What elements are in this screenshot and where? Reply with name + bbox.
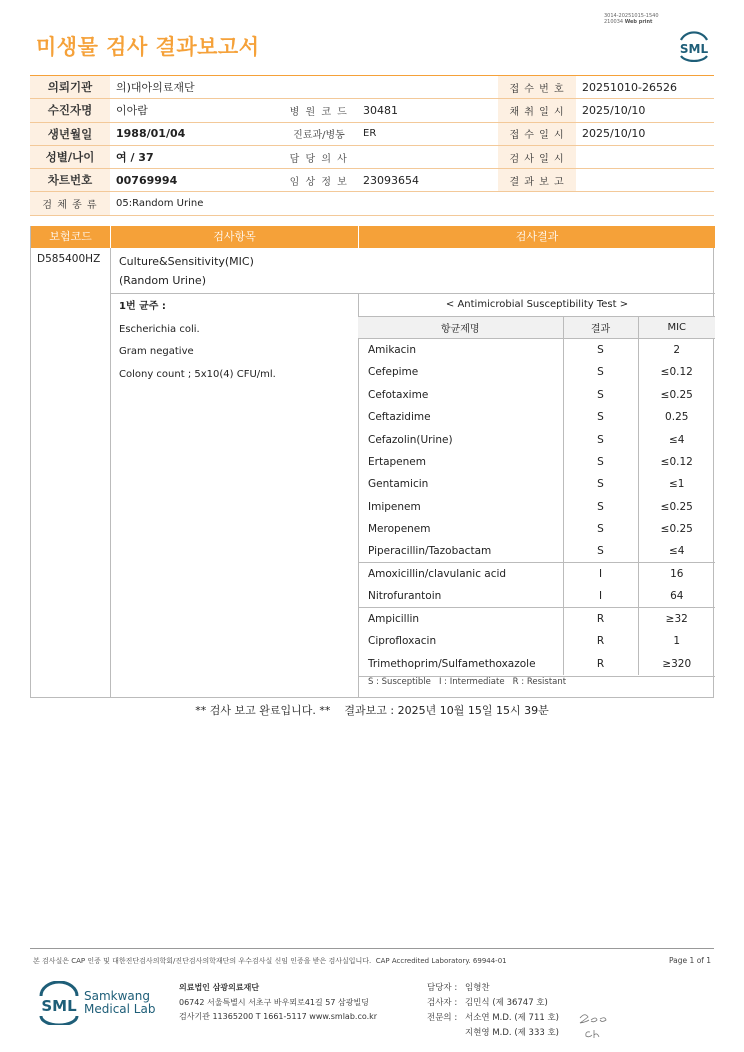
value-hospital-code: 30481 [357, 99, 498, 122]
ast-cell-result: S [563, 406, 638, 428]
value-specimen: 05:Random Urine [110, 192, 714, 215]
value-collection-date: 2025/10/10 [576, 99, 714, 122]
results-section [30, 226, 714, 698]
ast-cell-drug: Ciprofloxacin [368, 635, 437, 648]
label-test-date: 검 사 일 시 [498, 145, 576, 168]
page-number: Page 1 of 1 [669, 956, 712, 965]
ast-cell-result: S [563, 428, 638, 450]
value-institution: 의)대아의료재단 [110, 76, 498, 99]
label-department: 진료과/병동 [281, 122, 357, 145]
organism-line: Gram negative [119, 346, 194, 357]
ast-row [358, 563, 715, 585]
ast-cell-drug: Nitrofurantoin [368, 590, 442, 603]
ast-cell-result: R [563, 630, 638, 652]
value-receipt-number: 20251010-26526 [576, 76, 714, 99]
ast-cell-drug: Trimethoprim/Sulfamethoxazole [368, 657, 536, 670]
ast-cell-result: S [563, 473, 638, 495]
ast-cell-drug: Ertapenem [368, 456, 426, 469]
brand-line1: Samkwang [84, 989, 150, 1003]
label-receipt-date: 접 수 일 시 [498, 122, 576, 145]
test-item-line2: (Random Urine) [119, 274, 206, 287]
label-report-date: 결 과 보 고 [498, 169, 576, 192]
results-header [31, 226, 715, 248]
ast-row [358, 384, 715, 406]
ast-row [358, 473, 715, 495]
patient-info-table [30, 75, 714, 216]
test-item-line1: Culture&Sensitivity(MIC) [119, 255, 254, 268]
ast-cell-drug: Cefazolin(Urine) [368, 433, 453, 446]
label-collection-date: 채 취 일 시 [498, 99, 576, 122]
ast-row [358, 361, 715, 383]
ast-cell-drug: Amoxicillin/clavulanic acid [358, 563, 563, 585]
ast-cell-mic: 64 [638, 585, 715, 607]
value-department: ER [357, 122, 498, 145]
ast-cell-mic: ≤4 [638, 540, 715, 562]
organism-info [119, 296, 276, 386]
info-row [30, 145, 714, 168]
label-receipt-number: 접 수 번 호 [498, 76, 576, 99]
info-row [30, 122, 714, 145]
sml-logo-icon [675, 28, 713, 62]
label-hospital-code: 병 원 코 드 [281, 99, 357, 122]
ast-row [358, 540, 715, 562]
value-doctor [357, 145, 498, 168]
value-chart-number: 00769994 [110, 169, 281, 192]
ast-col-result: 결과 [563, 317, 638, 339]
ast-cell-result: R [563, 608, 638, 630]
ast-cell-mic: ≥32 [638, 608, 715, 630]
ast-col-mic: MIC [638, 317, 715, 339]
value-clinical-info: 23093654 [357, 169, 498, 192]
ast-cell-drug: Ceftazidime [368, 411, 431, 424]
brand-name [84, 990, 155, 1016]
ast-cell-result: R [563, 652, 638, 674]
ast-row [358, 428, 715, 450]
document-code-line2: 210034 [604, 19, 624, 25]
foundation-name: 의료법인 삼광의료재단 [179, 983, 260, 992]
ast-cell-mic: 16 [638, 563, 715, 585]
label-sex-age: 성별/나이 [30, 145, 110, 168]
value-report-date [576, 169, 714, 192]
document-code [604, 13, 659, 25]
ast-cell-drug: Cefepime [368, 366, 419, 379]
info-row [30, 169, 714, 192]
header-test-item: 검사항목 [213, 230, 256, 243]
footer-divider [30, 948, 714, 949]
ast-cell-mic: ≤0.25 [638, 496, 715, 518]
ast-cell-result: S [563, 339, 638, 361]
insurance-code: D585400HZ [37, 253, 101, 265]
ast-cell-result: S [563, 451, 638, 473]
ast-cell-drug: Meropenem [368, 523, 431, 536]
ast-cell-drug: Amikacin [368, 344, 417, 357]
ast-cell-drug: Gentamicin [368, 478, 429, 491]
ast-cell-mic: ≤0.12 [638, 451, 715, 473]
report-completion: ** 검사 보고 완료입니다. ** 결과보고 : 2025년 10월 15일 15시 39분 [195, 704, 549, 717]
logo-text: SML [679, 42, 709, 56]
label-institution: 의뢰기관 [30, 76, 110, 99]
info-row [30, 99, 714, 122]
ast-cell-result: S [563, 361, 638, 383]
divider [110, 248, 111, 698]
certification-text: 본 검사실은 CAP 인증 및 대한진단검사의학회/진단검사의학재단의 우수검사실 신임 인증을 받은 검사실입니다. CAP Accredited Laboratory. 69944-01 [33, 957, 507, 965]
ast-row [358, 608, 715, 630]
ast-row [358, 339, 715, 361]
ast-cell-drug: Cefotaxime [368, 388, 429, 401]
organism-line: 1번 균주 : [119, 301, 166, 312]
sml-logo-icon [36, 981, 82, 1025]
value-receipt-date: 2025/10/10 [576, 122, 714, 145]
ast-cell-drug: Imipenem [368, 500, 421, 513]
ast-row [358, 585, 715, 607]
ast-cell-result: S [563, 518, 638, 540]
ast-cell-drug: Ampicillin [358, 608, 563, 630]
value-test-date [576, 145, 714, 168]
foundation-contact: 검사기관 11365200 T 1661-5117 www.smlab.co.kr [179, 1012, 378, 1021]
info-row [30, 76, 714, 99]
ast-row [358, 630, 715, 652]
ast-cell-mic: ≤4 [638, 428, 715, 450]
label-specimen: 검 체 종 류 [30, 192, 110, 215]
ast-cell-result: S [563, 384, 638, 406]
ast-cell-mic: 2 [638, 339, 715, 361]
label-chart-number: 차트번호 [30, 169, 110, 192]
test-item-name [119, 252, 254, 290]
ast-cell-mic: 0.25 [638, 406, 715, 428]
ast-cell-drug: Piperacillin/Tazobactam [368, 545, 492, 558]
header-test-result: 검사결과 [515, 230, 559, 243]
ast-row [358, 652, 715, 674]
ast-cell-mic: ≤0.12 [638, 361, 715, 383]
ast-cell-result: S [563, 540, 638, 562]
ast-legend: S : Susceptible I : Intermediate R : Resistant [368, 677, 567, 687]
ast-cell-result: S [563, 496, 638, 518]
value-sex-age: 여 / 37 [110, 145, 281, 168]
brand-line2: Medical Lab [84, 1002, 156, 1016]
ast-title: < Antimicrobial Susceptibility Test > [445, 299, 629, 310]
staff-info [427, 981, 559, 1041]
ast-cell-result: I [563, 585, 638, 607]
label-doctor: 담 당 의 사 [281, 145, 357, 168]
page-title: 미생물 검사 결과보고서 [36, 35, 260, 59]
ast-row [358, 406, 715, 428]
ast-col-drug: 항균제명 [358, 317, 563, 339]
staff-label: 전문의 : [427, 1013, 458, 1023]
foundation-address: 06742 서울특별시 서초구 바우뫼로41길 57 삼광빌딩 [179, 997, 369, 1007]
ast-cell-mic: ≤1 [638, 473, 715, 495]
label-birth-date: 생년월일 [30, 122, 110, 145]
signature [576, 1010, 616, 1042]
ast-row [358, 518, 715, 540]
ast-table [358, 316, 715, 675]
ast-cell-mic: ≥320 [638, 652, 715, 674]
value-patient-name: 이아람 [110, 99, 281, 122]
staff-value: 지현영 M.D. (제 333 호) [465, 1028, 560, 1038]
logo-text: SML [41, 997, 77, 1015]
staff-label: 검사자 : [427, 998, 458, 1008]
ast-row [358, 496, 715, 518]
ast-row [358, 451, 715, 473]
staff-value: 임형찬 [465, 983, 490, 993]
ast-cell-mic: ≤0.25 [638, 384, 715, 406]
info-row [30, 192, 714, 215]
header-insurance-code: 보험코드 [49, 230, 92, 243]
staff-value: 김민식 (제 36747 호) [465, 998, 548, 1008]
staff-label: 담당자 : [427, 983, 458, 993]
foundation-info [179, 981, 377, 1025]
organism-line: Colony count ; 5x10(4) CFU/ml. [119, 368, 276, 380]
web-print-label: Web print [624, 19, 653, 25]
value-birth-date: 1988/01/04 [110, 122, 281, 145]
staff-value: 서소연 M.D. (제 711 호) [465, 1013, 560, 1023]
ast-header-row [358, 317, 715, 339]
ast-cell-mic: ≤0.25 [638, 518, 715, 540]
label-clinical-info: 임 상 정 보 [281, 169, 357, 192]
organism-line: Escherichia coli. [119, 323, 200, 335]
label-patient-name: 수진자명 [30, 99, 110, 122]
ast-cell-mic: 1 [638, 630, 715, 652]
document-code-line1: 3014-20251015-1540 [604, 13, 659, 19]
ast-cell-result: I [563, 563, 638, 585]
